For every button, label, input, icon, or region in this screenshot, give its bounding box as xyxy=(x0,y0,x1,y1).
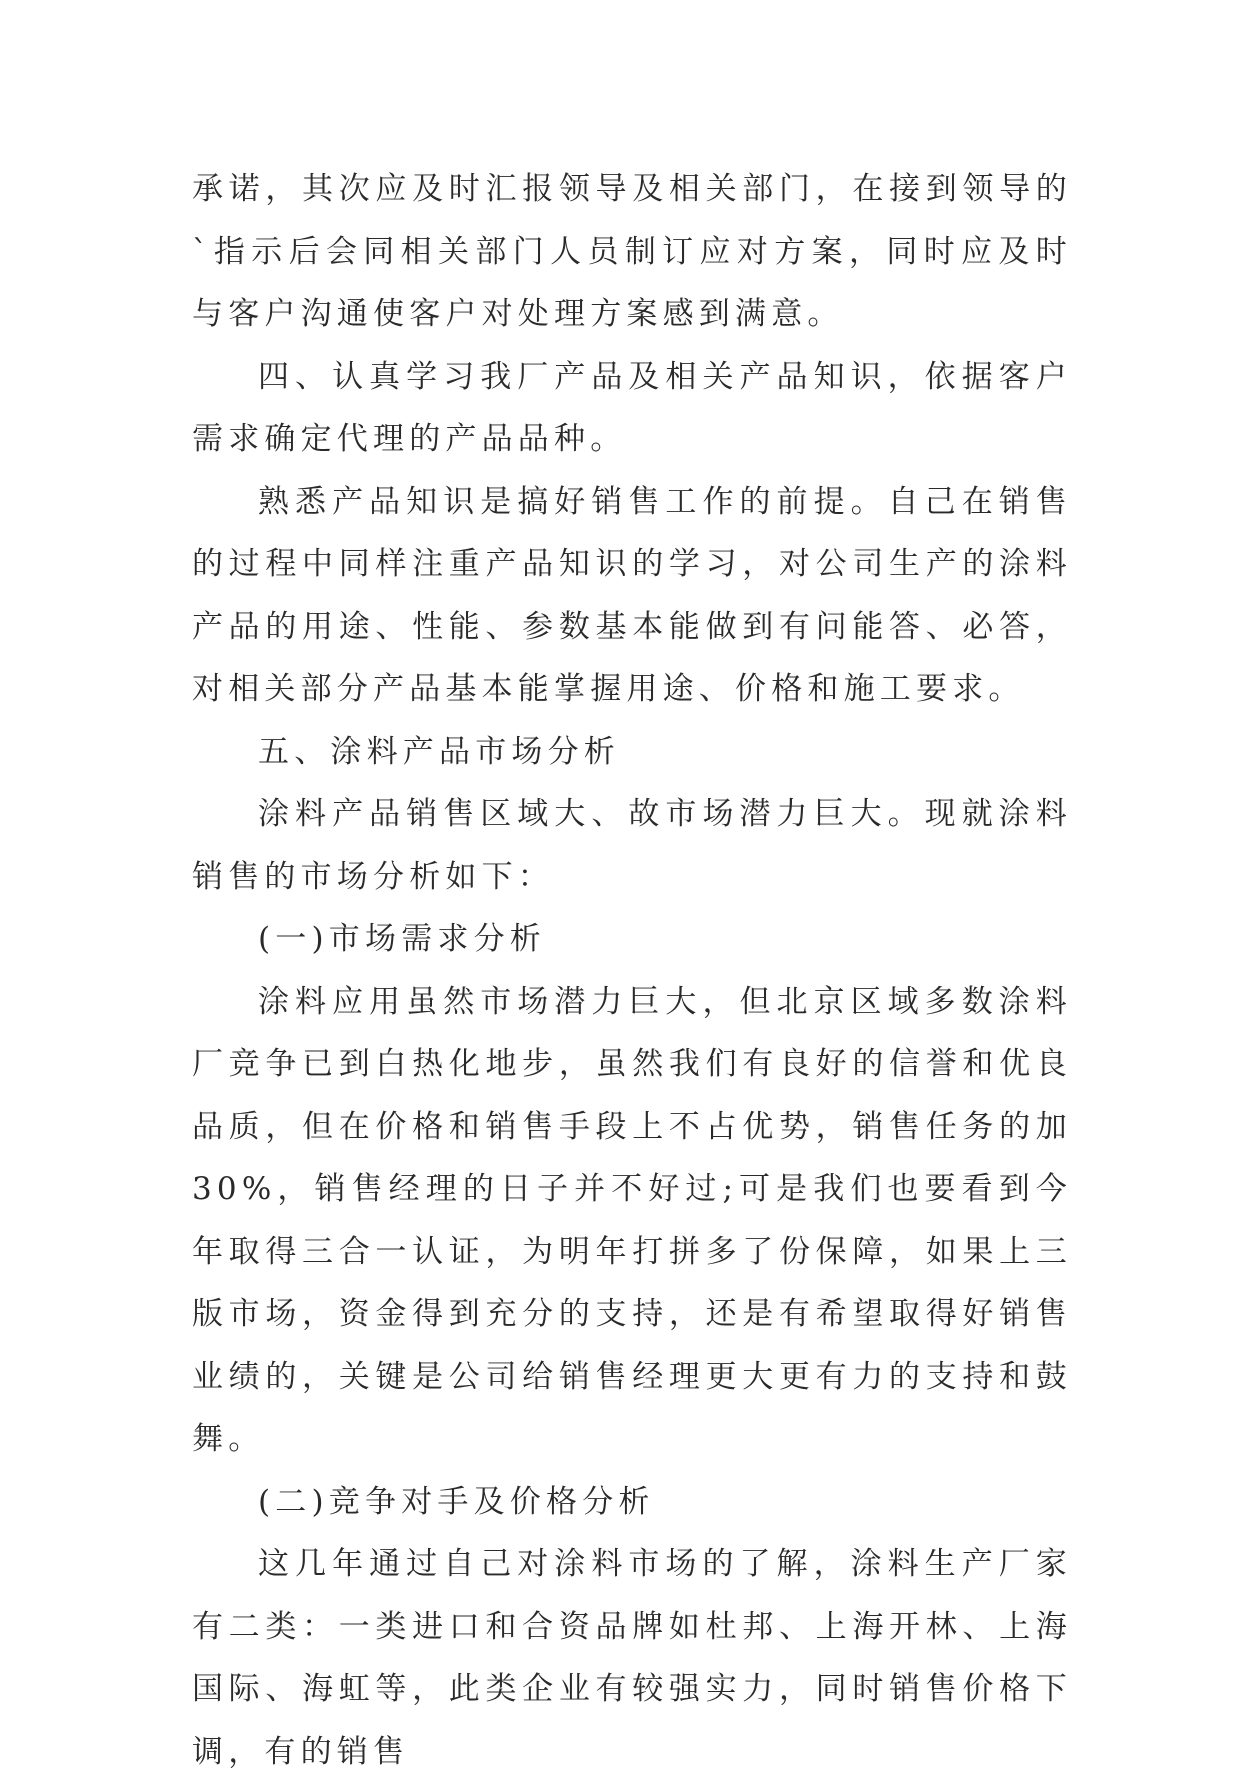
paragraph-continuation: 承诺，其次应及时汇报领导及相关部门，在接到领导的`指示后会同相关部门人员制订应对方案，同时应及时与客户沟通使客户对处理方案感到满意。 xyxy=(192,171,1072,332)
document-body xyxy=(192,158,1072,1783)
subheading-competitor-analysis: (二)竞争对手及价格分析 xyxy=(258,1483,655,1520)
paragraph-product-knowledge: 熟悉产品知识是搞好销售工作的前提。自己在销售的过程中同样注重产品知识的学习，对公司生产的涂料产品的用途、性能、参数基本能做到有问能答、必答，对相关部分产品基本能掌握用途、价格和施工要求。 xyxy=(192,483,1072,707)
section-heading-four: 四、认真学习我厂产品及相关产品知识，依据客户需求确定代理的产品品种。 xyxy=(192,358,1072,457)
subheading-demand-analysis: (一)市场需求分析 xyxy=(258,921,546,957)
section-heading-five: 五、涂料产品市场分析 xyxy=(258,733,620,770)
paragraph-market-intro: 涂料产品销售区域大、故市场潜力巨大。现就涂料销售的市场分析如下： xyxy=(192,796,1072,895)
paragraph-competitor-analysis: 这几年通过自己对涂料市场的了解，涂料生产厂家有二类：一类进口和合资品牌如杜邦、上海开林、上海国际、海虹等，此类企业有较强实力，同时销售价格下调，有的销售 xyxy=(192,1546,1072,1770)
paragraph-demand-analysis: 涂料应用虽然市场潜力巨大，但北京区域多数涂料厂竞争已到白热化地步，虽然我们有良好的信誉和优良品质，但在价格和销售手段上不占优势，销售任务的加30%，销售经理的日子并不好过;可是我们也要看到今年取得三合一认证，为明年打拼多了份保障，如果上三版市场，资金得到充分的支持，还是有希望取得好销售业绩的，关键是公司给销售经理更大更有力的支持和鼓舞。 xyxy=(192,983,1072,1457)
